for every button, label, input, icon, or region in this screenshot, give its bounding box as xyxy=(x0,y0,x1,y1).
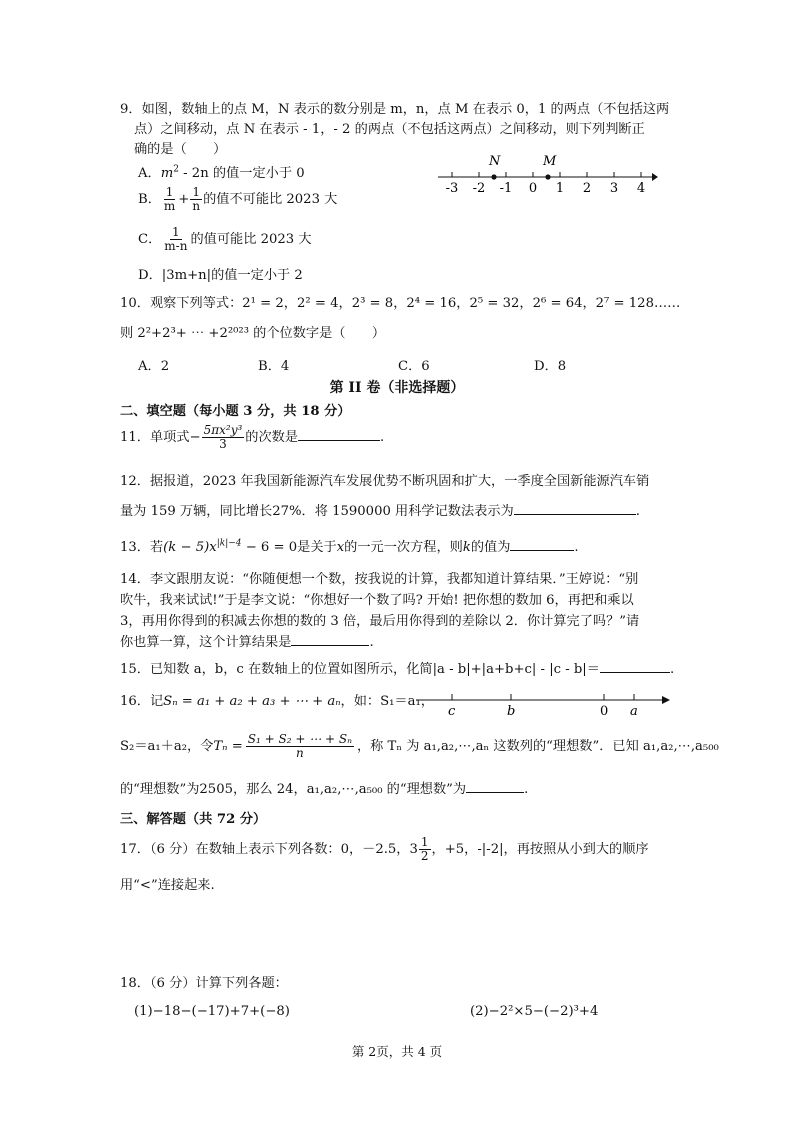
arrow-head xyxy=(652,173,658,181)
label-b: b xyxy=(507,704,516,718)
q9-option-a: A．$m^2 - 2n$ 的值一定小于 0 xyxy=(138,164,305,181)
q9-line3: 确的是（ ） xyxy=(134,142,227,157)
fraction: $\frac{\text{S₁ + S₂ + ⋯ + Sₙ}}{n}$ xyxy=(247,732,352,760)
q18-part1: (1)−18−(−17)+7+(−8) xyxy=(134,1004,290,1019)
q16-line2: S₂＝a₁＋a₂，令Tₙ = $\frac{\text{S₁ + S₂ + ⋯ + Sₙ}}{n}$ ，称 Tₙ 为 a₁,a₂,⋯,aₙ 这数列的“理想数”．已知 a₁,a₂,⋯,a₅₀₀ xyxy=(120,732,719,760)
label-n: N xyxy=(489,154,501,169)
tick-label: 4 xyxy=(636,181,646,196)
tick-label: 2 xyxy=(582,181,592,196)
q9-option-d: D．|3m+n|的值一定小于 2 xyxy=(138,268,303,283)
power-equation: 2⁷ = 128…… xyxy=(595,296,681,311)
q16-number-line xyxy=(414,688,672,718)
q9-option-c: C． $\frac{1}{m-n}$ 的值可能比 2023 大 xyxy=(138,225,312,253)
q17-line2: 用“<”连接起来. xyxy=(120,878,215,893)
q9-line2: 点）之间移动，点 N 在表示 - 1，- 2 的两点（不包括这两点）之间移动，则下列判断正 xyxy=(134,122,645,137)
q10-line2: 则 2²+2³+ ⋯ +2²⁰²³ 的个位数字是（ ） xyxy=(120,326,386,341)
fraction: $\frac{1}{n}$ xyxy=(192,185,201,213)
power-equation: 2¹ = 2， xyxy=(242,296,297,311)
arrow-head xyxy=(662,696,670,704)
q10-option-a: A．2 xyxy=(138,359,170,374)
tick-label: 0 xyxy=(528,181,538,196)
page-footer: 第 2页，共 4 页 xyxy=(351,1044,443,1059)
label-c: c xyxy=(448,704,456,718)
power-equation: 2³ = 8， xyxy=(351,296,407,311)
tick-label: -2 xyxy=(472,181,486,196)
q14-line3: 3，再用你得到的积减去你想的数的 3 倍，最后用你得到的差除以 2．你计算完了吗？”请 xyxy=(120,614,640,629)
q10-equations xyxy=(242,296,680,311)
q13-line: 13．若$(k - 5)x^{|k|-4} - 6 = 0$是关于x的一元一次方程，则k的值为 . xyxy=(120,538,579,555)
fraction: $\frac{\text{5πx²y³}}{3}$ xyxy=(203,423,243,451)
tick-label: 1 xyxy=(555,181,565,196)
answer-blank xyxy=(514,502,636,515)
q14-line4: 你也算一算，这个计算结果是 . xyxy=(120,635,374,650)
answer-blank xyxy=(291,633,369,646)
fraction: $\frac{1}{m-n}$ xyxy=(164,225,188,253)
q16-line1: 16．记Sₙ = a₁ + a₂ + a₃ + ⋯ + aₙ，如：S₁＝a₁， xyxy=(120,694,434,709)
tick-label: -3 xyxy=(445,181,459,196)
q9-option-b: B． $\frac{1}{m}$ + $\frac{1}{n}$ 的值不可能比 2023 大 xyxy=(138,185,338,213)
tick-label: 3 xyxy=(609,181,619,196)
q9-number-line xyxy=(434,150,659,196)
tick-label: -1 xyxy=(499,181,513,196)
q10-line1: 10．观察下列等式：2¹ = 2，2² = 4，2³ = 8，2⁴ = 16，2⁵ = 32，2⁶ = 64，2⁷ = 128…… xyxy=(120,296,681,311)
fraction: $\frac{1}{2}$ xyxy=(420,835,429,863)
power-equation: 2⁶ = 64， xyxy=(532,296,596,311)
q16-line3: 的“理想数”为2505，那么 24，a₁,a₂,⋯,a₅₀₀ 的“理想数”为 . xyxy=(120,782,529,797)
label-a: a xyxy=(630,704,638,718)
q10-option-c: C．6 xyxy=(398,359,430,374)
q18-line1: 18．（6 分）计算下列各题： xyxy=(120,976,288,991)
q12-line1: 12．据报道，2023 年我国新能源汽车发展优势不断巩固和扩大，一季度全国新能源汽车销 xyxy=(120,474,650,489)
answer-blank xyxy=(600,660,670,673)
answer-blank xyxy=(298,428,380,441)
power-equation: 2⁴ = 16， xyxy=(406,296,470,311)
label-m: M xyxy=(543,154,557,169)
q17-line1: 17．（6 分）在数轴上表示下列各数：0，－2.5，3 $\frac{1}{2}$ ，+5，-|-2|，再按照从小到大的顺序 xyxy=(120,835,649,863)
q14-line1: 14．李文跟朋友说：“你随便想一个数，按我说的计算，我都知道计算结果．”王婷说：“别 xyxy=(120,572,639,587)
answer-blank xyxy=(510,538,574,551)
label-zero: 0 xyxy=(600,704,609,718)
section-ii-title: 第 II 卷（非选择题） xyxy=(329,380,465,396)
q10-option-b: B．4 xyxy=(258,359,290,374)
answer-blank xyxy=(466,780,524,793)
power-equation: 2⁵ = 32， xyxy=(469,296,533,311)
q10-option-d: D．8 xyxy=(534,359,567,374)
point-m xyxy=(545,174,550,179)
q18-part2: (2)−2²×5−(−2)³+4 xyxy=(470,1004,599,1019)
q11-line: 11．单项式− $\frac{\text{5πx²y³}}{3}$ 的次数是 . xyxy=(120,423,385,451)
section-fill-heading: 二、填空题（每小题 3 分，共 18 分） xyxy=(120,404,351,419)
q9-line1: 9．如图，数轴上的点 M，N 表示的数分别是 m，n，点 M 在表示 0，1 的两点（不包括这两 xyxy=(120,102,670,117)
power-equation: 2² = 4， xyxy=(296,296,352,311)
fraction: $\frac{1}{m}$ xyxy=(163,185,176,213)
q15-line: 15．已知数 a，b，c 在数轴上的位置如图所示，化简|a - b|+|a+b+c| - |c - b|＝ . xyxy=(120,662,675,677)
section-answer-heading: 三、解答题（共 72 分） xyxy=(120,812,267,827)
q12-line2: 量为 159 万辆，同比增长27%．将 1590000 用科学记数法表示为 . xyxy=(120,504,640,519)
point-n xyxy=(491,174,496,179)
q14-line2: 吹牛，我来试试!”于是李文说：“你想好一个数了吗? 开始! 把你想的数加 6，再把和乘以 xyxy=(120,593,634,608)
